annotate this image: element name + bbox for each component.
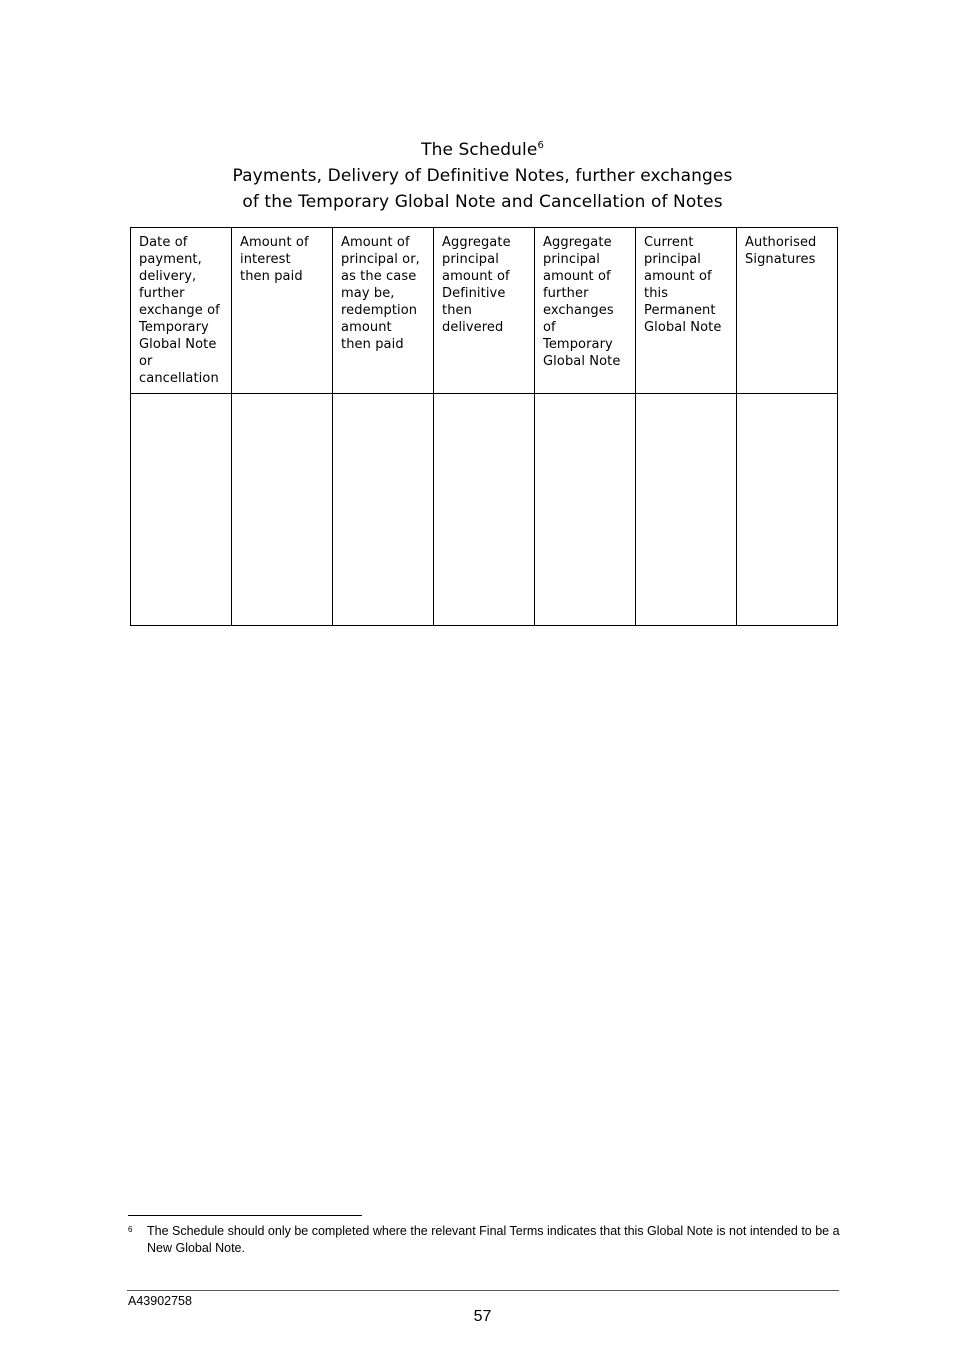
table-cell-current-principal[interactable] bbox=[636, 394, 737, 626]
table-header-row bbox=[131, 228, 838, 394]
title-footnote-reference[interactable]: 6 bbox=[537, 140, 544, 151]
footnote-separator bbox=[128, 1215, 362, 1216]
table-cell-principal-paid[interactable] bbox=[333, 394, 434, 626]
schedule-title: The Schedule bbox=[421, 140, 538, 160]
schedule-title-line bbox=[0, 137, 965, 163]
column-header-current-principal: Current principal amount of this Permanent Global Note bbox=[636, 228, 737, 394]
table-cell-interest-paid[interactable] bbox=[232, 394, 333, 626]
column-header-date: Date of payment, delivery, further exchange of Temporary Global Note or cancellation bbox=[131, 228, 232, 394]
footnote-marker: 6 bbox=[128, 1225, 133, 1234]
page-number: 57 bbox=[473, 1308, 492, 1325]
schedule-subtitle-line-2: of the Temporary Global Note and Cancellation of Notes bbox=[242, 192, 723, 212]
table-cell-definitive-delivered[interactable] bbox=[434, 394, 535, 626]
column-header-further-exchanges: Aggregate principal amount of further exchanges of Temporary Global Note bbox=[535, 228, 636, 394]
column-header-interest-paid: Amount of interest then paid bbox=[232, 228, 333, 394]
table-cell-date[interactable] bbox=[131, 394, 232, 626]
schedule-title-block bbox=[0, 137, 965, 215]
footnote-text: The Schedule should only be completed where the relevant Final Terms indicates that this Global Note is not intended to be a New Global Note. bbox=[147, 1224, 840, 1255]
column-header-principal-paid: Amount of principal or, as the case may be, redemption amount then paid bbox=[333, 228, 434, 394]
schedule-subtitle-line-1: Payments, Delivery of Definitive Notes, further exchanges bbox=[232, 166, 733, 186]
footnote bbox=[128, 1223, 840, 1257]
column-header-authorised-signatures: Authorised Signatures bbox=[737, 228, 838, 394]
footer-divider bbox=[127, 1290, 839, 1291]
table-row bbox=[131, 394, 838, 626]
table-cell-further-exchanges[interactable] bbox=[535, 394, 636, 626]
document-reference: A43902758 bbox=[128, 1294, 192, 1308]
schedule-table bbox=[130, 227, 838, 626]
column-header-definitive-delivered: Aggregate principal amount of Definitive then delivered bbox=[434, 228, 535, 394]
table-cell-authorised-signatures[interactable] bbox=[737, 394, 838, 626]
